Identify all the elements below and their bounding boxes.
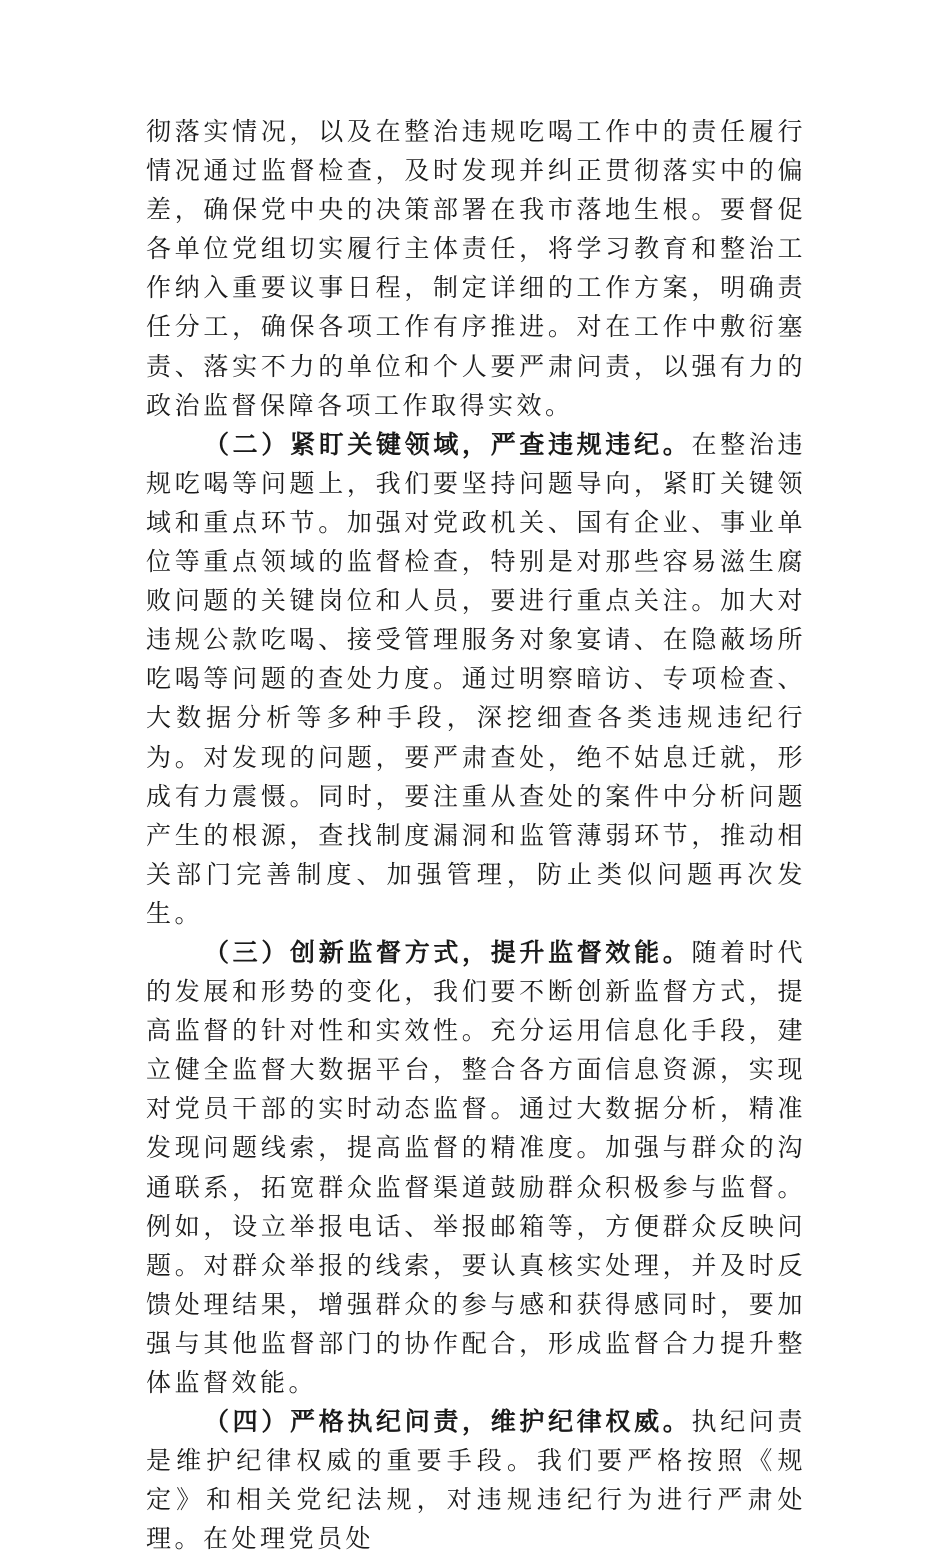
section-heading: （四）严格执纪问责，维护纪律权威。 (204, 1407, 692, 1437)
section-heading: （二）紧盯关键领域，严查违规违纪。 (204, 429, 692, 459)
paragraph-section-3 (146, 933, 806, 1402)
paragraph-body: 执纪问责是维护纪律权威的重要手段。我们要严格按照《规定》和相关党纪法规，对违规违纪行为进行严肃处理。在处理党员处 (146, 1407, 806, 1554)
paragraph-section-4 (146, 1402, 806, 1558)
paragraph-body: 在整治违规吃喝等问题上，我们要坚持问题导向，紧盯关键领域和重点环节。加强对党政机关、国有企业、事业单位等重点领域的监督检查，特别是对那些容易滋生腐败问题的关键岗位和人员，要进行重点关注。加大对违规公款吃喝、接受管理服务对象宴请、在隐蔽场所吃喝等问题的查处力度。通过明察暗访、专项检查、大数据分析等多种手段，深挖细查各类违规违纪行为。对发现的问题，要严肃查处，绝不姑息迁就，形成有力震慑。同时，要注重从查处的案件中分析问题产生的根源，查找制度漏洞和监管薄弱环节，推动相关部门完善制度、加强管理，防止类似问题再次发生。 (146, 429, 806, 928)
document-page (146, 112, 806, 1558)
section-heading: （三）创新监督方式，提升监督效能。 (204, 937, 692, 967)
paragraph-continuation (146, 112, 806, 425)
paragraph-body: 随着时代的发展和形势的变化，我们要不断创新监督方式，提高监督的针对性和实效性。充分运用信息化手段，建立健全监督大数据平台，整合各方面信息资源，实现对党员干部的实时动态监督。通过大数据分析，精准发现问题线索，提高监督的精准度。加强与群众的沟通联系，拓宽群众监督渠道鼓励群众积极参与监督。例如，设立举报电话、举报邮箱等，方便群众反映问题。对群众举报的线索，要认真核实处理，并及时反馈处理结果，增强群众的参与感和获得感同时，要加强与其他监督部门的协作配合，形成监督合力提升整体监督效能。 (146, 937, 806, 1397)
paragraph-body: 彻落实情况，以及在整治违规吃喝工作中的责任履行情况通过监督检查，及时发现并纠正贯彻落实中的偏差，确保党中央的决策部署在我市落地生根。要督促各单位党组切实履行主体责任，将学习教育和整治工作纳入重要议事日程，制定详细的工作方案，明确责任分工，确保各项工作有序推进。对在工作中敷衍塞责、落实不力的单位和个人要严肃问责，以强有力的政治监督保障各项工作取得实效。 (146, 117, 806, 420)
paragraph-section-2 (146, 425, 806, 933)
